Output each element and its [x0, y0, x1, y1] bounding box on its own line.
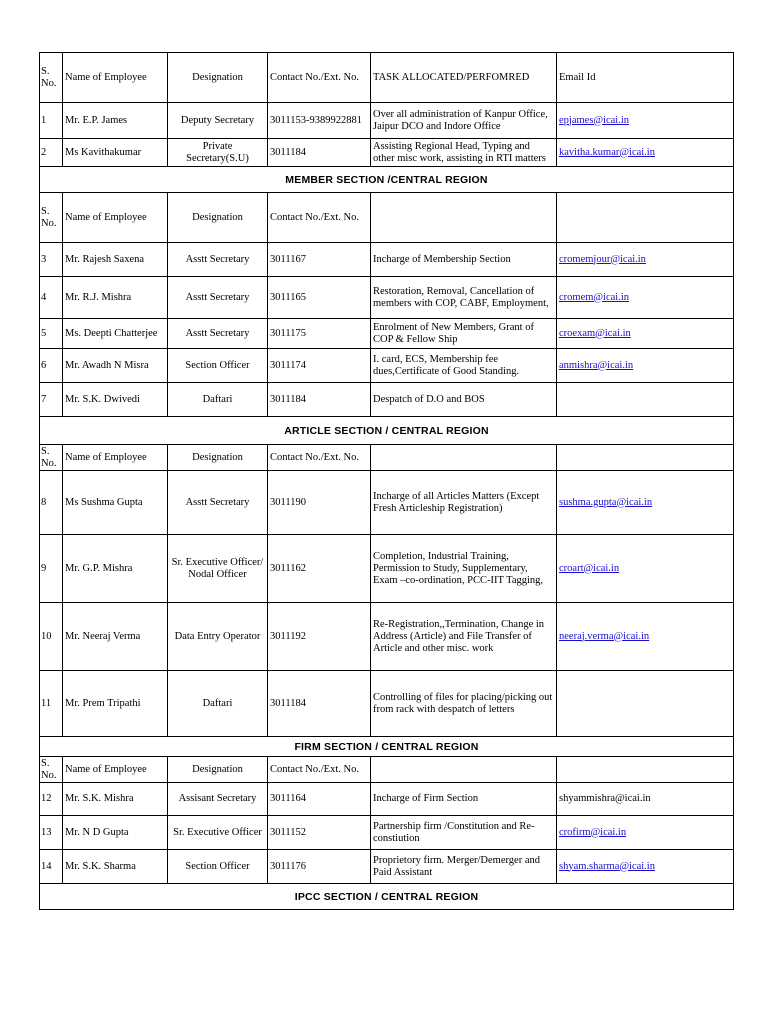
- email-text: shyammishra@icai.in: [559, 793, 651, 804]
- row-contact: 3011175: [268, 319, 371, 349]
- row-sno: 6: [40, 349, 63, 383]
- table-row: [40, 383, 734, 417]
- row-contact: 3011167: [268, 243, 371, 277]
- row-designation: Sr. Executive Officer/ Nodal Officer: [168, 535, 268, 603]
- email-link[interactable]: anmishra@icai.in: [559, 359, 634, 371]
- row-sno: 12: [40, 783, 63, 816]
- row-sno: 8: [40, 471, 63, 535]
- header-sno: S. No.: [40, 757, 63, 783]
- header-task: TASK ALLOCATED/PERFOMRED: [371, 53, 557, 103]
- table-row: [40, 277, 734, 319]
- section-title-row: [40, 417, 734, 445]
- header-contact: Contact No./Ext. No.: [268, 53, 371, 103]
- column-header-row: [40, 193, 734, 243]
- row-name: Mr. S.K. Mishra: [63, 783, 168, 816]
- table-row: [40, 471, 734, 535]
- row-name: Ms Kavithakumar: [63, 139, 168, 167]
- row-task: Over all administration of Kanpur Office, Jaipur DCO and Indore Office: [371, 103, 557, 139]
- email-link[interactable]: croart@icai.in: [559, 562, 620, 574]
- email-link[interactable]: shyam.sharma@icai.in: [559, 860, 655, 872]
- row-email-cell: [557, 103, 734, 139]
- row-designation: Asstt Secretary: [168, 319, 268, 349]
- row-contact: 3011192: [268, 603, 371, 671]
- row-contact: 3011153-9389922881: [268, 103, 371, 139]
- column-header-row: [40, 53, 734, 103]
- row-email-cell: [557, 349, 734, 383]
- section-title: ARTICLE SECTION / CENTRAL REGION: [40, 417, 734, 445]
- row-name: Mr. R.J. Mishra: [63, 277, 168, 319]
- row-contact: 3011184: [268, 671, 371, 737]
- row-name: Ms. Deepti Chatterjee: [63, 319, 168, 349]
- row-contact: 3011174: [268, 349, 371, 383]
- row-email-cell: [557, 139, 734, 167]
- table-row: [40, 816, 734, 850]
- row-sno: 13: [40, 816, 63, 850]
- table-row: [40, 349, 734, 383]
- header-name: Name of Employee: [63, 53, 168, 103]
- header-contact: Contact No./Ext. No.: [268, 445, 371, 471]
- row-name: Mr. Awadh N Misra: [63, 349, 168, 383]
- email-link[interactable]: epjames@icai.in: [559, 114, 630, 126]
- row-designation: Assisant Secretary: [168, 783, 268, 816]
- table-row: [40, 243, 734, 277]
- header-designation: Designation: [168, 53, 268, 103]
- row-task: Incharge of Membership Section: [371, 243, 557, 277]
- header-contact: Contact No./Ext. No.: [268, 193, 371, 243]
- section-title: FIRM SECTION / CENTRAL REGION: [40, 737, 734, 757]
- row-task: Controlling of files for placing/picking out from rack with despatch of letters: [371, 671, 557, 737]
- email-link[interactable]: cromemjour@icai.in: [559, 253, 646, 265]
- row-name: Mr. N D Gupta: [63, 816, 168, 850]
- email-link[interactable]: kavitha.kumar@icai.in: [559, 146, 655, 158]
- header-email-empty: [557, 445, 734, 471]
- row-task: Despatch of D.O and BOS: [371, 383, 557, 417]
- email-link[interactable]: sushma.gupta@icai.in: [559, 496, 653, 508]
- row-name: Ms Sushma Gupta: [63, 471, 168, 535]
- row-sno: 2: [40, 139, 63, 167]
- row-name: Mr. G.P. Mishra: [63, 535, 168, 603]
- row-designation: Data Entry Operator: [168, 603, 268, 671]
- row-contact: 3011165: [268, 277, 371, 319]
- row-email-cell: [557, 603, 734, 671]
- table-body: [40, 53, 734, 910]
- table-row: [40, 535, 734, 603]
- email-link[interactable]: croexam@icai.in: [559, 327, 631, 339]
- section-title: MEMBER SECTION /CENTRAL REGION: [40, 167, 734, 193]
- row-name: Mr. S.K. Sharma: [63, 850, 168, 884]
- row-sno: 4: [40, 277, 63, 319]
- row-sno: 7: [40, 383, 63, 417]
- row-email-cell: [557, 850, 734, 884]
- row-designation: Deputy Secretary: [168, 103, 268, 139]
- header-email-empty: [557, 757, 734, 783]
- row-sno: 5: [40, 319, 63, 349]
- header-designation: Designation: [168, 445, 268, 471]
- header-email: Email Id: [557, 53, 734, 103]
- section-title-row: [40, 884, 734, 910]
- table-row: [40, 850, 734, 884]
- row-task: Incharge of all Articles Matters (Except Fresh Articleship Registration): [371, 471, 557, 535]
- employee-directory-table: [39, 52, 734, 910]
- header-task-empty: [371, 193, 557, 243]
- row-name: Mr. S.K. Dwivedi: [63, 383, 168, 417]
- row-email-cell: [557, 783, 734, 816]
- row-contact: 3011184: [268, 383, 371, 417]
- header-sno: S. No.: [40, 445, 63, 471]
- header-contact: Contact No./Ext. No.: [268, 757, 371, 783]
- table-row: [40, 139, 734, 167]
- header-name: Name of Employee: [63, 193, 168, 243]
- header-email-empty: [557, 193, 734, 243]
- header-name: Name of Employee: [63, 445, 168, 471]
- row-designation: Section Officer: [168, 850, 268, 884]
- row-designation: Private Secretary(S.U): [168, 139, 268, 167]
- row-email-cell: [557, 319, 734, 349]
- row-email-cell: [557, 671, 734, 737]
- row-email-cell: [557, 277, 734, 319]
- row-designation: Asstt Secretary: [168, 277, 268, 319]
- row-designation: Sr. Executive Officer: [168, 816, 268, 850]
- table-row: [40, 603, 734, 671]
- row-task: Partnership firm /Constitution and Re-constiution: [371, 816, 557, 850]
- header-designation: Designation: [168, 757, 268, 783]
- row-task: I. card, ECS, Membership fee dues,Certificate of Good Standing.: [371, 349, 557, 383]
- column-header-row: [40, 757, 734, 783]
- row-sno: 10: [40, 603, 63, 671]
- row-contact: 3011162: [268, 535, 371, 603]
- row-name: Mr. Neeraj Verma: [63, 603, 168, 671]
- row-sno: 14: [40, 850, 63, 884]
- header-name: Name of Employee: [63, 757, 168, 783]
- row-designation: Asstt Secretary: [168, 243, 268, 277]
- row-sno: 9: [40, 535, 63, 603]
- row-task: Enrolment of New Members, Grant of COP & Fellow Ship: [371, 319, 557, 349]
- row-designation: Daftari: [168, 671, 268, 737]
- row-email-cell: [557, 243, 734, 277]
- row-contact: 3011176: [268, 850, 371, 884]
- row-email-cell: [557, 535, 734, 603]
- row-task: Completion, Industrial Training, Permission to Study, Supplementary, Exam –co-ordination, PCC-IIT Tagging,: [371, 535, 557, 603]
- table-row: [40, 319, 734, 349]
- header-task-empty: [371, 757, 557, 783]
- row-email-cell: [557, 383, 734, 417]
- table-row: [40, 671, 734, 737]
- section-title-row: [40, 167, 734, 193]
- header-sno: S. No.: [40, 193, 63, 243]
- section-title-row: [40, 737, 734, 757]
- row-contact: 3011190: [268, 471, 371, 535]
- header-sno: S. No.: [40, 53, 63, 103]
- row-task: Proprietory firm. Merger/Demerger and Paid Assistant: [371, 850, 557, 884]
- row-name: Mr. E.P. James: [63, 103, 168, 139]
- email-link[interactable]: cromem@icai.in: [559, 291, 630, 303]
- row-task: Re-Registration,,Termination, Change in Address (Article) and File Transfer of Article and other misc. work: [371, 603, 557, 671]
- header-designation: Designation: [168, 193, 268, 243]
- table-row: [40, 103, 734, 139]
- row-task: Incharge of Firm Section: [371, 783, 557, 816]
- column-header-row: [40, 445, 734, 471]
- row-contact: 3011164: [268, 783, 371, 816]
- row-contact: 3011184: [268, 139, 371, 167]
- row-name: Mr. Prem Tripathi: [63, 671, 168, 737]
- row-email-cell: [557, 816, 734, 850]
- row-designation: Section Officer: [168, 349, 268, 383]
- header-task-empty: [371, 445, 557, 471]
- row-sno: 3: [40, 243, 63, 277]
- row-task: Assisting Regional Head, Typing and other misc work, assisting in RTI matters: [371, 139, 557, 167]
- row-sno: 11: [40, 671, 63, 737]
- row-sno: 1: [40, 103, 63, 139]
- email-link[interactable]: neeraj.verma@icai.in: [559, 630, 650, 642]
- email-link[interactable]: crofirm@icai.in: [559, 826, 627, 838]
- row-name: Mr. Rajesh Saxena: [63, 243, 168, 277]
- row-email-cell: [557, 471, 734, 535]
- row-contact: 3011152: [268, 816, 371, 850]
- section-title: IPCC SECTION / CENTRAL REGION: [40, 884, 734, 910]
- row-designation: Daftari: [168, 383, 268, 417]
- row-task: Restoration, Removal, Cancellation of members with COP, CABF, Employment,: [371, 277, 557, 319]
- row-designation: Asstt Secretary: [168, 471, 268, 535]
- table-row: [40, 783, 734, 816]
